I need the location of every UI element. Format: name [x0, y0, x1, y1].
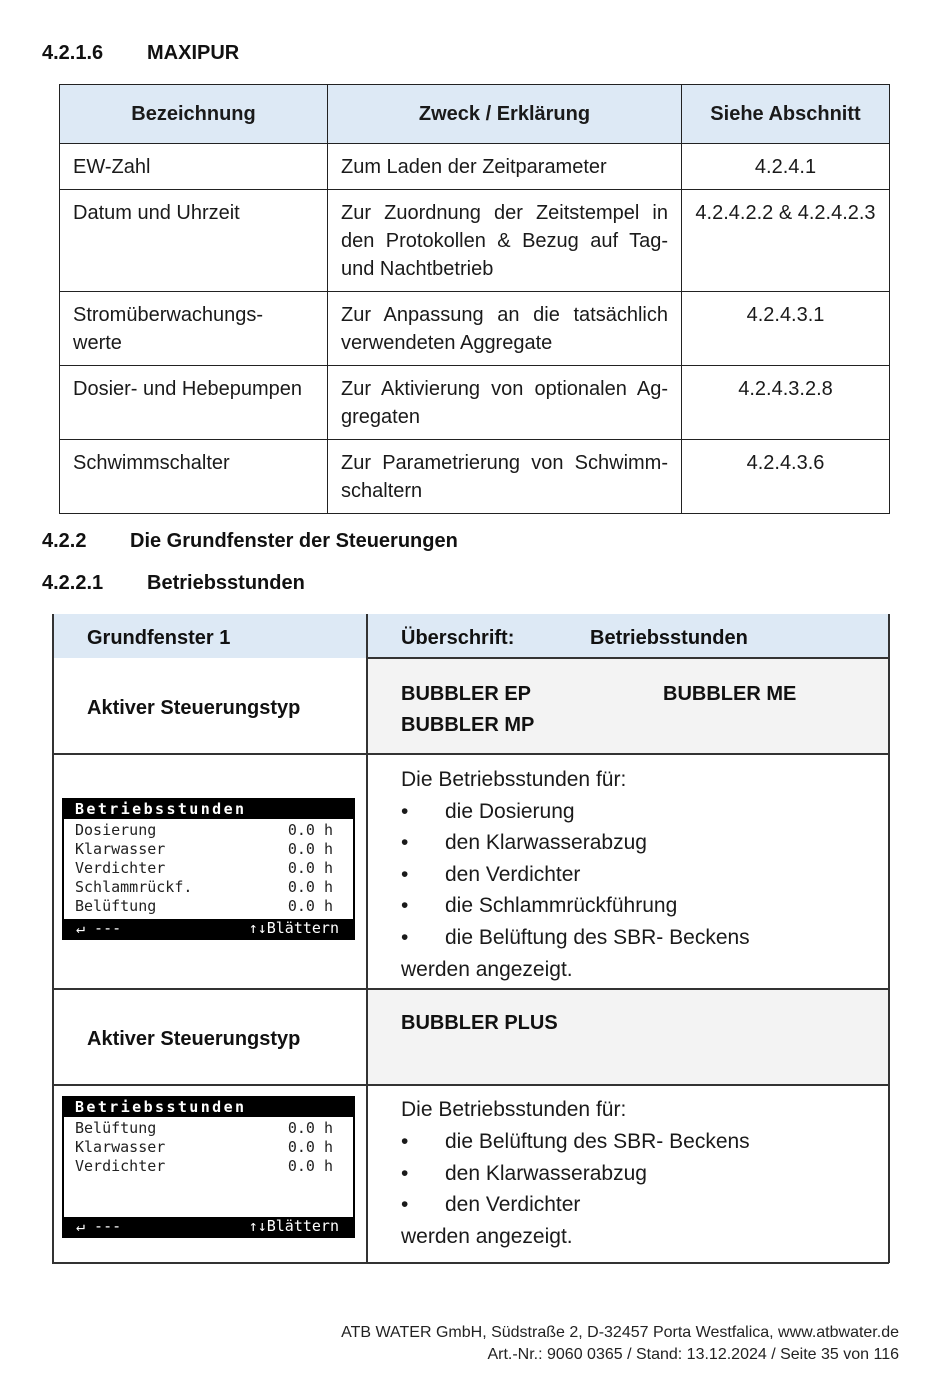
section-number: 4.2.2	[42, 530, 87, 552]
scroll-hint: ↑↓Blättern	[248, 1217, 339, 1235]
table-header-row	[60, 85, 890, 144]
active-controller-label: Aktiver Steuerungstyp	[87, 697, 301, 719]
lcd-row-label: Belüftung	[75, 897, 157, 915]
description-intro: Die Betriebsstunden für:	[401, 768, 627, 791]
bullet-dot: •	[401, 800, 409, 823]
lcd-row	[75, 821, 333, 840]
cell-ref: 4.2.4.3.1	[682, 292, 890, 366]
column-header: Zweck / Erklärung	[328, 85, 682, 144]
footer-document-info: Art.-Nr.: 9060 0365 / Stand: 13.12.2024 / Seite 35 von 116	[487, 1346, 899, 1363]
lcd-nav-bar	[64, 919, 353, 938]
grundfenster-label: Grundfenster 1	[87, 627, 231, 649]
cell-ref: 4.2.4.2.2 & 4.2.4.2.3	[682, 190, 890, 292]
column-header: Bezeichnung	[60, 85, 328, 144]
lcd-row-value: 0.0 h	[287, 897, 333, 915]
bullet-text: die Belüftung des SBR- Beckens	[445, 926, 750, 949]
lcd-row	[75, 897, 333, 916]
footer-address: ATB WATER GmbH, Südstraße 2, D-32457 Porta Westfalica, www.atbwater.de	[341, 1324, 899, 1341]
controller-type: BUBBLER PLUS	[401, 1012, 558, 1034]
section-number: 4.2.2.1	[42, 572, 104, 594]
lcd-row-value: 0.0 h	[287, 878, 333, 896]
lcd-title: Betriebsstunden	[75, 1098, 247, 1116]
lcd-screen	[62, 798, 355, 940]
scroll-hint: ↑↓Blättern	[248, 919, 339, 937]
bullet-dot: •	[401, 926, 409, 949]
table-row	[60, 366, 890, 440]
enter-key-hint: ↵ ---	[76, 919, 122, 937]
cell-purpose: Zur Anpassung an die tatsächlich verwendeten Aggregate	[328, 292, 682, 366]
bullet-dot: •	[401, 1193, 409, 1216]
divider	[366, 614, 368, 1263]
bullet-dot: •	[401, 894, 409, 917]
type-row-background	[367, 988, 889, 1084]
lcd-row-value: 0.0 h	[287, 840, 333, 858]
lcd-row	[75, 1119, 333, 1138]
description-intro: Die Betriebsstunden für:	[401, 1098, 627, 1121]
maxipur-table	[59, 84, 890, 514]
bullet-dot: •	[401, 831, 409, 854]
lcd-row-label: Belüftung	[75, 1119, 157, 1137]
lcd-row-label: Verdichter	[75, 859, 166, 877]
grundfenster-table	[52, 614, 889, 1263]
bullet-text: den Klarwasserabzug	[445, 1162, 647, 1185]
lcd-row-label: Dosierung	[75, 821, 157, 839]
table-row	[60, 190, 890, 292]
lcd-row-value: 0.0 h	[287, 1138, 333, 1156]
controller-type: BUBBLER ME	[663, 683, 797, 705]
description-outro: werden angezeigt.	[401, 958, 573, 981]
divider	[888, 614, 890, 1263]
description-outro: werden angezeigt.	[401, 1225, 573, 1248]
divider	[366, 657, 889, 659]
bullet-text: den Verdichter	[445, 863, 581, 886]
cell-purpose: Zur Aktivierung von optionalen Ag-gregaten	[328, 366, 682, 440]
bullet-dot: •	[401, 1162, 409, 1185]
lcd-row	[75, 859, 333, 878]
divider	[52, 988, 889, 990]
lcd-row-value: 0.0 h	[287, 1119, 333, 1137]
cell-name: Dosier- und Hebepumpen	[60, 366, 328, 440]
cell-purpose: Zum Laden der Zeitparameter	[328, 144, 682, 190]
heading-label: Überschrift:	[401, 627, 515, 649]
divider	[52, 1262, 889, 1264]
table-row	[60, 292, 890, 366]
bullet-text: den Klarwasserabzug	[445, 831, 647, 854]
cell-purpose: Zur Zuordnung der Zeitstempel in den Protokollen & Bezug auf Tag- und Nachtbetrieb	[328, 190, 682, 292]
lcd-row	[75, 1157, 333, 1176]
section-title: Die Grundfenster der Steuerungen	[130, 530, 458, 552]
lcd-title-bar	[64, 1098, 353, 1117]
cell-ref: 4.2.4.3.2.8	[682, 366, 890, 440]
bullet-dot: •	[401, 863, 409, 886]
lcd-title-bar	[64, 800, 353, 819]
table-row	[60, 440, 890, 514]
table-row	[60, 144, 890, 190]
lcd-row	[75, 840, 333, 859]
cell-name: Datum und Uhrzeit	[60, 190, 328, 292]
lcd-nav-bar	[64, 1217, 353, 1236]
bullet-text: die Schlammrückführung	[445, 894, 678, 917]
lcd-row-value: 0.0 h	[287, 859, 333, 877]
lcd-row-value: 0.0 h	[287, 1157, 333, 1175]
enter-key-hint: ↵ ---	[76, 1217, 122, 1235]
lcd-row-label: Schlammrückf.	[75, 878, 193, 896]
cell-name: EW-Zahl	[60, 144, 328, 190]
divider	[52, 1084, 889, 1086]
divider	[52, 614, 54, 1263]
lcd-row	[75, 1138, 333, 1157]
cell-purpose: Zur Parametrierung von Schwimm-schaltern	[328, 440, 682, 514]
controller-type: BUBBLER EP	[401, 683, 532, 705]
lcd-row-label: Klarwasser	[75, 840, 166, 858]
lcd-screen	[62, 1096, 355, 1238]
lcd-row-label: Verdichter	[75, 1157, 166, 1175]
cell-name: Schwimmschalter	[60, 440, 328, 514]
active-controller-label: Aktiver Steuerungstyp	[87, 1028, 301, 1050]
cell-ref: 4.2.4.3.6	[682, 440, 890, 514]
bullet-dot: •	[401, 1130, 409, 1153]
type-row-background	[367, 658, 889, 754]
divider	[52, 753, 889, 755]
section-title: Betriebsstunden	[147, 572, 305, 594]
cell-ref: 4.2.4.1	[682, 144, 890, 190]
lcd-row	[75, 878, 333, 897]
bullet-text: die Dosierung	[445, 800, 575, 823]
lcd-title: Betriebsstunden	[75, 800, 247, 818]
bullet-text: die Belüftung des SBR- Beckens	[445, 1130, 750, 1153]
controller-type: BUBBLER MP	[401, 714, 535, 736]
section-title: MAXIPUR	[147, 42, 240, 64]
lcd-row-value: 0.0 h	[287, 821, 333, 839]
section-number: 4.2.1.6	[42, 42, 104, 64]
column-header: Siehe Abschnitt	[682, 85, 890, 144]
cell-name: Stromüberwachungs-werte	[60, 292, 328, 366]
lcd-row-label: Klarwasser	[75, 1138, 166, 1156]
heading-value: Betriebsstunden	[590, 627, 748, 649]
bullet-text: den Verdichter	[445, 1193, 581, 1216]
